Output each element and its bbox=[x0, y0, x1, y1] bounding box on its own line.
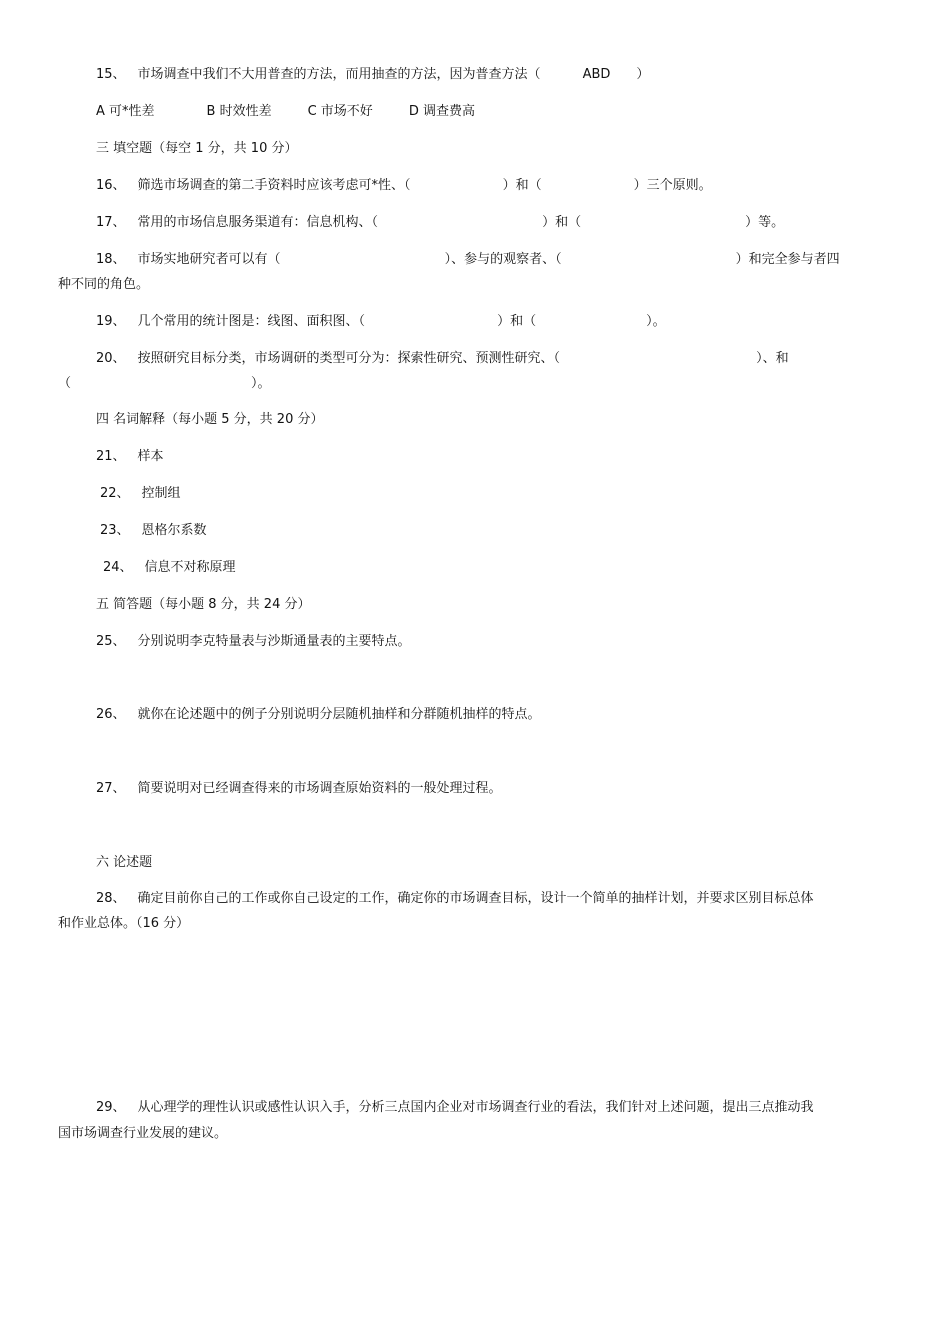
question-number: 29、 bbox=[96, 1100, 126, 1115]
section-5-title: 五 简答题（每小题 8 分，共 24 分） bbox=[96, 597, 311, 612]
question-number: 28、 bbox=[96, 891, 126, 906]
question-text: ）。 bbox=[646, 314, 666, 329]
option-b: B 时效性差 bbox=[206, 104, 272, 119]
question-20-continued bbox=[58, 376, 271, 392]
question-text: 恩格尔系数 bbox=[141, 523, 207, 538]
question-27 bbox=[96, 781, 502, 797]
question-25 bbox=[96, 634, 411, 650]
question-text: 按照研究目标分类，市场调研的类型可分为：探索性研究、预测性研究、（ bbox=[137, 351, 561, 366]
question-text: ）和（ bbox=[497, 314, 537, 329]
question-number: 26、 bbox=[96, 707, 126, 722]
question-15 bbox=[96, 67, 649, 83]
question-17 bbox=[96, 215, 784, 231]
question-number: 24、 bbox=[103, 560, 133, 575]
question-18 bbox=[96, 252, 840, 268]
question-text: 市场调查中我们不大用普查的方法，而用抽查的方法，因为普查方法（ bbox=[137, 67, 541, 82]
question-15-options bbox=[96, 104, 475, 120]
question-text: 几个常用的统计图是：线图、面积图、（ bbox=[137, 314, 366, 329]
question-text: 就你在论述题中的例子分别说明分层随机抽样和分群随机抽样的特点。 bbox=[137, 707, 541, 722]
question-text: ）、和 bbox=[756, 351, 789, 366]
question-text: 分别说明李克特量表与沙斯通量表的主要特点。 bbox=[137, 634, 411, 649]
answer-text: ABD bbox=[582, 67, 611, 82]
question-text: ）和完全参与者四 bbox=[735, 252, 840, 267]
option-d: D 调查费高 bbox=[408, 104, 475, 119]
question-number: 20、 bbox=[96, 351, 126, 366]
question-number: 22、 bbox=[100, 486, 130, 501]
question-number: 27、 bbox=[96, 781, 126, 796]
option-c: C 市场不好 bbox=[307, 104, 373, 119]
question-number: 25、 bbox=[96, 634, 126, 649]
question-number: 16、 bbox=[96, 178, 126, 193]
question-19 bbox=[96, 314, 666, 330]
question-number: 23、 bbox=[100, 523, 130, 538]
question-number: 21、 bbox=[96, 449, 126, 464]
question-number: 18、 bbox=[96, 252, 126, 267]
question-text: 从心理学的理性认识或感性认识入手，分析三点国内企业对市场调查行业的看法，我们针对上述问题，提出三点推动我 bbox=[137, 1100, 814, 1115]
question-text: 市场实地研究者可以有（ bbox=[137, 252, 281, 267]
question-16 bbox=[96, 178, 712, 194]
bracket-close: ） bbox=[636, 67, 650, 82]
question-text: 筛选市场调查的第二手资料时应该考虑可*性、（ bbox=[137, 178, 411, 193]
question-text: ）、参与的观察者、（ bbox=[444, 252, 562, 267]
question-text: 确定目前你自己的工作或你自己设定的工作，确定你的市场调查目标，设计一个简单的抽样计划，并要求区别目标总体 bbox=[137, 891, 814, 906]
question-text: ）和（ bbox=[502, 178, 542, 193]
section-6-title: 六 论述题 bbox=[96, 855, 153, 870]
question-number: 17、 bbox=[96, 215, 126, 230]
question-28 bbox=[96, 891, 814, 907]
question-number: 15、 bbox=[96, 67, 126, 82]
question-text: ）等。 bbox=[745, 215, 785, 230]
question-26 bbox=[96, 707, 541, 723]
question-number: 19、 bbox=[96, 314, 126, 329]
section-3-title: 三 填空题（每空 1 分，共 10 分） bbox=[96, 141, 298, 156]
question-18-continued: 种不同的角色。 bbox=[58, 277, 150, 292]
question-text: ）和（ bbox=[542, 215, 582, 230]
question-text: ）。 bbox=[251, 376, 271, 391]
question-text: 常用的市场信息服务渠道有：信息机构、（ bbox=[137, 215, 379, 230]
question-text: 信息不对称原理 bbox=[144, 560, 236, 575]
option-a: A 可*性差 bbox=[96, 104, 155, 119]
question-28-continued: 和作业总体。（16 分） bbox=[58, 916, 190, 931]
question-21 bbox=[96, 449, 164, 465]
question-text: ）三个原则。 bbox=[633, 178, 712, 193]
question-29-continued: 国市场调查行业发展的建议。 bbox=[58, 1126, 228, 1141]
question-22 bbox=[100, 486, 181, 502]
question-23 bbox=[100, 523, 207, 539]
question-29 bbox=[96, 1100, 814, 1116]
question-text: 简要说明对已经调查得来的市场调查原始资料的一般处理过程。 bbox=[137, 781, 502, 796]
section-4-title: 四 名词解释（每小题 5 分，共 20 分） bbox=[96, 412, 324, 427]
question-text: 样本 bbox=[137, 449, 164, 464]
question-24 bbox=[103, 560, 236, 576]
question-text: （ bbox=[58, 376, 72, 391]
question-text: 控制组 bbox=[141, 486, 181, 501]
question-20 bbox=[96, 351, 789, 367]
